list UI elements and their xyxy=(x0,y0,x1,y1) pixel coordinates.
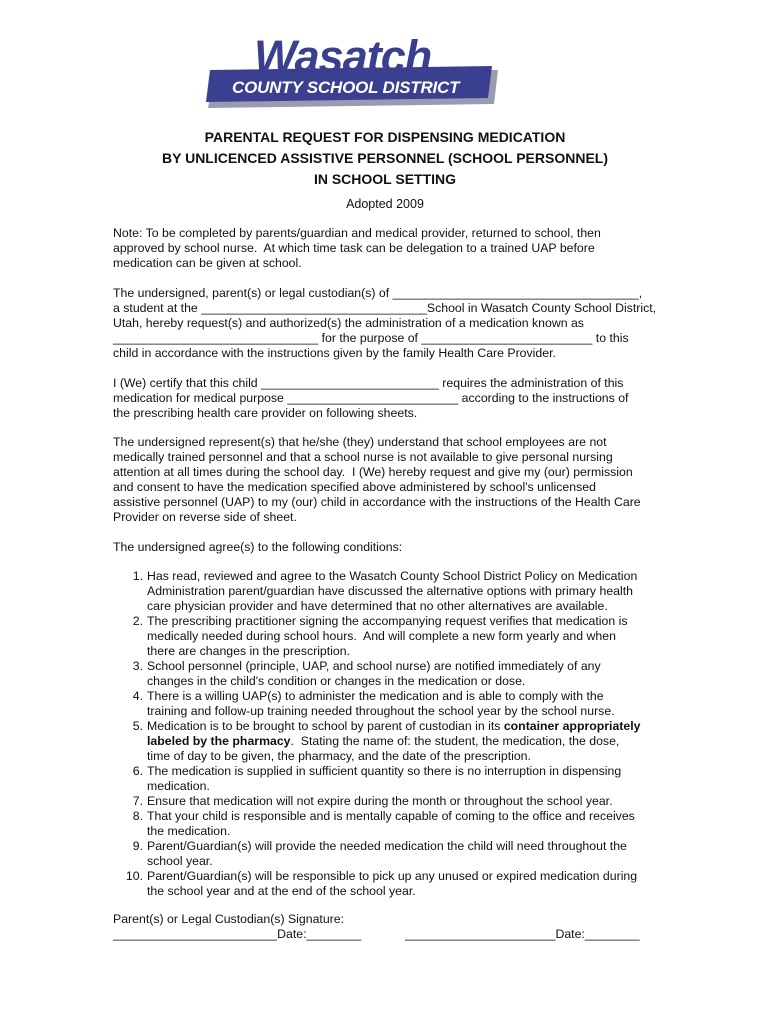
list-item xyxy=(113,719,673,764)
signature-line-2[interactable]: ______________________Date:________ xyxy=(405,927,640,941)
district-logo xyxy=(206,31,500,108)
list-item-number: 1. xyxy=(132,569,143,583)
list-item-number: 9. xyxy=(132,839,143,853)
list-item-number: 2. xyxy=(132,614,143,628)
list-item xyxy=(113,764,673,794)
list-item-text: That your child is responsible and is mentally capable of coming to the office and receives the medication. xyxy=(147,809,635,838)
adopted-date: Adopted 2009 xyxy=(346,197,424,211)
signature-label: Parent(s) or Legal Custodian(s) Signature: xyxy=(113,912,345,926)
list-item xyxy=(113,869,673,899)
list-item-text: Has read, reviewed and agree to the Wasatch County School District Policy on Medication Administration parent/guardian have discussed the alternative options with primary health care physician provider and have determined that no other alternatives are available. xyxy=(147,569,638,613)
list-item-bold-2: labeled by the pharmacy xyxy=(147,734,291,748)
title-line-3: IN SCHOOL SETTING xyxy=(313,171,457,187)
signature-line-1[interactable]: ________________________Date:________ xyxy=(113,927,362,941)
list-item xyxy=(113,839,673,869)
title-line-1: PARENTAL REQUEST FOR DISPENSING MEDICATION xyxy=(204,129,566,145)
list-item-text: Parent/Guardian(s) will provide the needed medication the child will need throughout the school year. xyxy=(147,839,627,868)
list-item-number: 4. xyxy=(132,689,143,703)
list-item-number: 6. xyxy=(132,764,143,778)
list-item-text: Parent/Guardian(s) will be responsible to pick up any unused or expired medication during the school year and at the end of the school year. xyxy=(147,869,638,898)
understanding-paragraph: The undersigned represent(s) that he/she (they) understand that school employees are not medically trained personnel and that a school nurse is not available to give personal nursing attention at all times during the school day. I (We) hereby request and give my (our) permission and consent to have the medication specified above administered by school's unlicensed assistive personnel (UAP) to my (our) child in accordance with the instructions of the Health Care Provider on reverse side of sheet. xyxy=(113,435,641,524)
logo-wordmark: Wasatch xyxy=(254,31,432,82)
list-item xyxy=(113,614,673,659)
certification-paragraph: I (We) certify that this child __________________________ requires the administration of this medication for medical purpose _________________________ according to the instructions of the prescribing health care provider on following sheets. xyxy=(113,376,629,420)
list-item-number: 8. xyxy=(132,809,143,823)
note-paragraph: Note: To be completed by parents/guardian and medical provider, returned to school, then approved by school nurse. At which time task can be delegation to a trained UAP before medication can be given at school. xyxy=(113,226,601,270)
list-item-text-start: Medication is to be brought to school by parent of custodian in its xyxy=(147,719,504,733)
list-item-number: 10. xyxy=(125,869,143,883)
list-item xyxy=(113,569,673,614)
list-item xyxy=(113,794,673,809)
list-item-text-end: . Stating the name of: the student, the medication, the dose, time of day to be given, the pharmacy, and the date of the prescription. xyxy=(147,734,620,763)
conditions-list xyxy=(113,569,673,899)
list-item-number: 5. xyxy=(132,719,143,733)
custodian-paragraph: The undersigned, parent(s) or legal custodian(s) of ____________________________________, a student at the _________________________________School in Wasatch County School District, Utah, hereby request(s) and authorized(s) the administration of a medication known as ______________________________ for the purpose of _________________________ to this child in accordance with the instructions given by the family Health Care Provider. xyxy=(113,286,657,360)
list-item xyxy=(113,809,673,839)
list-item-number: 3. xyxy=(132,659,143,673)
list-item-text: School personnel (principle, UAP, and school nurse) are notified immediately of any changes in the child's condition or changes in the medication or dose. xyxy=(147,659,601,688)
list-item xyxy=(113,659,673,689)
logo-subtitle: COUNTY SCHOOL DISTRICT xyxy=(232,78,460,97)
list-item-text: Ensure that medication will not expire during the month or throughout the school year. xyxy=(147,794,613,808)
list-item-text: The medication is supplied in sufficient quantity so there is no interruption in dispensing medication. xyxy=(147,764,622,793)
document-title xyxy=(80,127,690,190)
list-item-text: The prescribing practitioner signing the accompanying request verifies that medication is medically needed during school hours. And will complete a new form yearly and when there are changes in the prescription. xyxy=(147,614,628,658)
list-item-text: There is a willing UAP(s) to administer the medication and is able to comply with the training and follow-up training needed throughout the school year by the school nurse. xyxy=(147,689,615,718)
list-item-bold-1: container appropriately xyxy=(503,719,641,733)
list-item xyxy=(113,689,673,719)
conditions-intro: The undersigned agree(s) to the following conditions: xyxy=(113,540,403,554)
list-item-number: 7. xyxy=(132,794,143,808)
title-line-2: BY UNLICENCED ASSISTIVE PERSONNEL (SCHOOL PERSONNEL) xyxy=(162,150,608,166)
